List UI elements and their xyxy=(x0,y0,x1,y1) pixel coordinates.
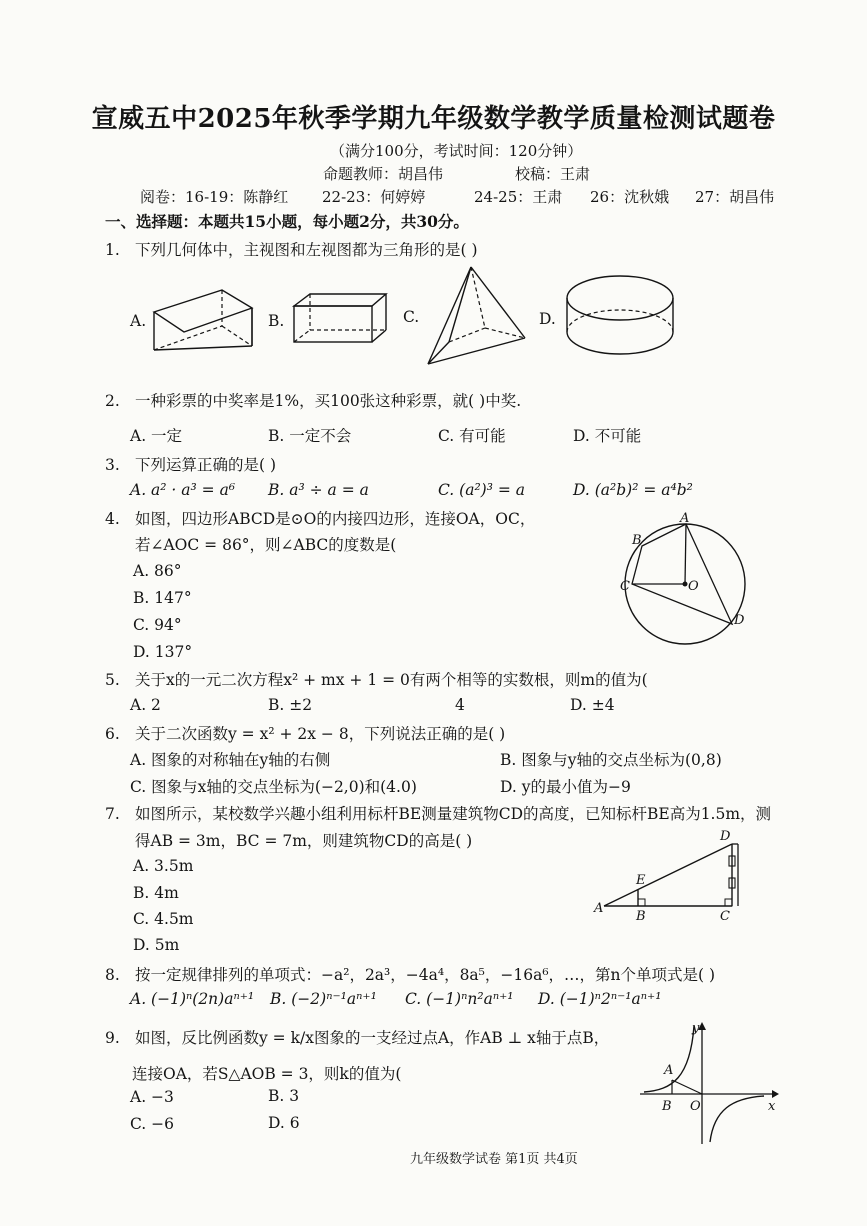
page-footer: 九年级数学试卷 第1页 共4页 xyxy=(410,1152,578,1167)
q3-option-a: A. a² · a³ = a⁶ xyxy=(130,481,236,499)
q4-option-a: A. 86° xyxy=(133,562,182,580)
grading-5: 27：胡昌伟 xyxy=(695,188,775,206)
q4-option-c: C. 94° xyxy=(133,616,182,634)
question-2: 2. 一种彩票的中奖率是1%，买100张这种彩票，就( )中奖. xyxy=(105,392,522,410)
q9-option-c: C. −6 xyxy=(130,1115,175,1133)
q9-option-b: B. 3 xyxy=(268,1087,300,1105)
q5-option-c: 4 xyxy=(455,696,465,714)
q6-option-d: D. y的最小值为−9 xyxy=(500,778,631,796)
q8-option-c: C. (−1)ⁿn²aⁿ⁺¹ xyxy=(405,990,514,1008)
cylinder-figure xyxy=(563,272,678,364)
q2-option-a: A. 一定 xyxy=(130,427,183,445)
q4-label-c: C xyxy=(620,579,630,594)
q6-option-b: B. 图象与y轴的交点坐标为(0,8) xyxy=(500,751,722,769)
q7-label-c: C xyxy=(720,909,730,924)
question-9-line2: 连接OA，若S△AOB = 3，则k的值为( xyxy=(132,1065,402,1083)
q2-option-b: B. 一定不会 xyxy=(268,427,352,445)
q2-option-c: C. 有可能 xyxy=(438,427,506,445)
cuboid-figure xyxy=(290,292,390,348)
q3-option-c: C. (a²)³ = a xyxy=(438,481,526,499)
question-4-line2: 若∠AOC = 86°，则∠ABC的度数是( xyxy=(135,536,397,554)
q7-option-c: C. 4.5m xyxy=(133,910,194,928)
q7-option-a: A. 3.5m xyxy=(133,857,194,875)
q8-option-d: D. (−1)ⁿ2ⁿ⁻¹aⁿ⁺¹ xyxy=(538,990,662,1008)
q3-option-b: B. a³ ÷ a = a xyxy=(268,481,369,499)
q7-triangle-figure xyxy=(592,826,762,922)
grading-1: 阅卷：16-19：陈静红 xyxy=(140,188,289,206)
question-6: 6. 关于二次函数y = x² + 2x − 8，下列说法正确的是( ) xyxy=(105,725,506,743)
q7-label-d: D xyxy=(720,829,731,844)
q9-label-b: B xyxy=(662,1099,672,1114)
q3-option-d: D. (a²b)² = a⁴b² xyxy=(573,481,693,499)
q9-label-o: O xyxy=(690,1099,701,1114)
q9-hyperbola-figure xyxy=(636,1018,781,1148)
question-7: 7. 如图所示，某校数学兴趣小组利用标杆BE测量建筑物CD的高度，已知标杆BE高为1.5m，测 xyxy=(105,805,772,823)
question-5: 5. 关于x的一元二次方程x² + mx + 1 = 0有两个相等的实数根，则m的值为( xyxy=(105,671,648,689)
q5-option-d: D. ±4 xyxy=(570,696,615,714)
q4-circle-figure xyxy=(618,510,758,640)
q2-option-d: D. 不可能 xyxy=(573,427,642,445)
q1-option-a: A. xyxy=(130,312,147,330)
q5-option-b: B. ±2 xyxy=(268,696,313,714)
q7-label-e: E xyxy=(636,873,646,888)
q4-label-d: D xyxy=(734,613,745,628)
q4-label-a: A xyxy=(680,511,690,526)
grading-4: 26：沈秋娥 xyxy=(590,188,670,206)
triangular-prism-figure xyxy=(150,286,260,356)
section-heading: 一、选择题：本题共15小题，每小题2分，共30分。 xyxy=(105,212,469,231)
q6-option-a: A. 图象的对称轴在y轴的右侧 xyxy=(130,751,331,769)
q1-option-c: C. xyxy=(403,308,420,326)
q4-option-b: B. 147° xyxy=(133,589,192,607)
q4-label-b: B xyxy=(632,533,642,548)
q9-option-d: D. 6 xyxy=(268,1114,300,1132)
q9-label-y: y xyxy=(692,1021,700,1036)
question-4: 4. 如图，四边形ABCD是⊙O的内接四边形，连接OA，OC， xyxy=(105,510,536,528)
proofreader: 校稿：王肃 xyxy=(515,165,591,183)
q8-option-b: B. (−2)ⁿ⁻¹aⁿ⁺¹ xyxy=(270,990,377,1008)
q4-option-d: D. 137° xyxy=(133,643,193,661)
q8-option-a: A. (−1)ⁿ(2n)aⁿ⁺¹ xyxy=(130,990,255,1008)
grading-2: 22-23：何婷婷 xyxy=(322,188,426,206)
q6-option-c: C. 图象与x轴的交点坐标为(−2,0)和(4.0) xyxy=(130,778,417,796)
grading-3: 24-25：王肃 xyxy=(474,188,563,206)
question-9: 9. 如图，反比例函数y = k/x图象的一支经过点A，作AB ⊥ x轴于点B， xyxy=(105,1029,610,1047)
q9-label-a: A xyxy=(664,1063,674,1078)
q9-option-a: A. −3 xyxy=(130,1088,174,1106)
q9-label-x: x xyxy=(768,1099,776,1114)
q5-option-a: A. 2 xyxy=(130,696,161,714)
pyramid-figure xyxy=(425,264,530,368)
question-7-line2: 得AB = 3m，BC = 7m，则建筑物CD的高是( ) xyxy=(135,832,473,850)
q7-label-a: A xyxy=(594,901,604,916)
question-1: 1. 下列几何体中，主视图和左视图都为三角形的是( ) xyxy=(105,241,478,259)
question-3: 3. 下列运算正确的是( ) xyxy=(105,456,277,474)
question-8: 8. 按一定规律排列的单项式：−a²，2a³，−4a⁴，8a⁵，−16a⁶，…，第n个单项式是( ) xyxy=(105,966,716,984)
q1-option-b: B. xyxy=(268,312,285,330)
score-time: （满分100分，考试时间：120分钟） xyxy=(330,142,583,160)
q7-label-b: B xyxy=(636,909,646,924)
q1-option-d: D. xyxy=(539,310,556,328)
page-title: 宣威五中2025年秋季学期九年级数学教学质量检测试题卷 xyxy=(91,104,776,134)
q7-option-d: D. 5m xyxy=(133,936,180,954)
q4-label-o: O xyxy=(688,579,699,594)
author: 命题教师：胡昌伟 xyxy=(323,165,444,183)
q7-option-b: B. 4m xyxy=(133,884,179,902)
